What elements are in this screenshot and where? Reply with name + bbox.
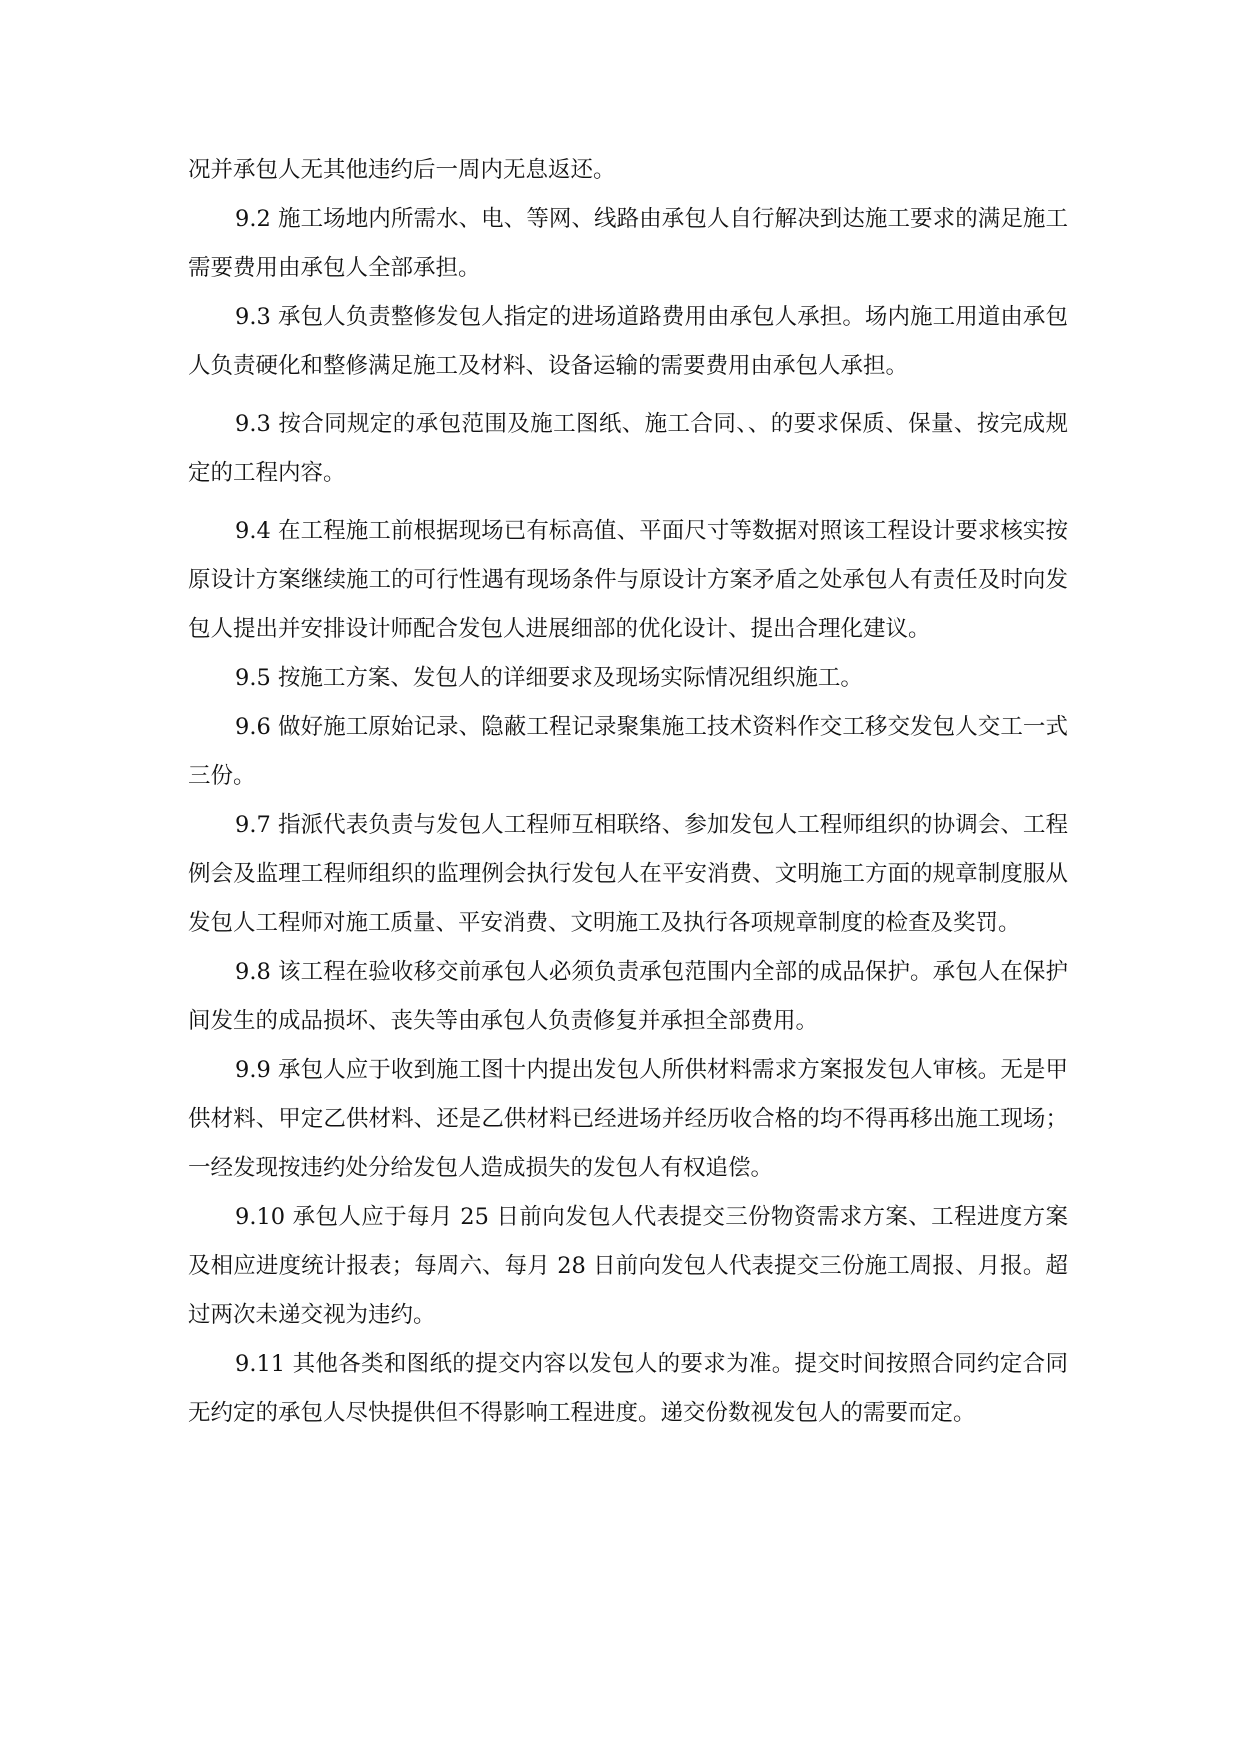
paragraph-9-7: 9.7 指派代表负责与发包人工程师互相联络、参加发包人工程师组织的协调会、工程例会及监理工程师组织的监理例会执行发包人在平安消费、文明施工方面的规章制度服从发包人工程师对施工质量、平安消费、文明施工及执行各项规章制度的检查及奖罚。: [188, 812, 1068, 936]
paragraph-9-4: 9.4 在工程施工前根据现场已有标高值、平面尺寸等数据对照该工程设计要求核实按原设计方案继续施工的可行性遇有现场条件与原设计方案矛盾之处承包人有责任及时向发包人提出并安排设计师配合发包人进展细部的优化设计、提出合理化建议。: [188, 518, 1068, 642]
paragraph-9-3-b: 9.3 按合同规定的承包范围及施工图纸、施工合同、、的要求保质、保量、按完成规定的工程内容。: [188, 411, 1068, 486]
paragraph-9-11: 9.11 其他各类和图纸的提交内容以发包人的要求为准。提交时间按照合同约定合同无约定的承包人尽快提供但不得影响工程进度。递交份数视发包人的需要而定。: [188, 1351, 1068, 1426]
paragraph-continuation: 况并承包人无其他违约后一周内无息返还。: [188, 157, 616, 183]
paragraph-9-6: 9.6 做好施工原始记录、隐蔽工程记录聚集施工技术资料作交工移交发包人交工一式三份。: [188, 714, 1068, 789]
paragraph-9-10: 9.10 承包人应于每月 25 日前向发包人代表提交三份物资需求方案、工程进度方案及相应进度统计报表；每周六、每月 28 日前向发包人代表提交三份施工周报、月报。超过两次未递交视为违约。: [188, 1204, 1068, 1328]
paragraph-9-9: 9.9 承包人应于收到施工图十内提出发包人所供材料需求方案报发包人审核。无是甲供材料、甲定乙供材料、还是乙供材料已经进场并经历收合格的均不得再移出施工现场；一经发现按违约处分给发包人造成损失的发包人有权追偿。: [188, 1057, 1068, 1181]
paragraph-9-5: 9.5 按施工方案、发包人的详细要求及现场实际情况组织施工。: [235, 665, 863, 691]
document-body: [188, 146, 1068, 1438]
paragraph-9-2: 9.2 施工场地内所需水、电、等网、线路由承包人自行解决到达施工要求的满足施工需要费用由承包人全部承担。: [188, 206, 1068, 281]
paragraph-9-3-a: 9.3 承包人负责整修发包人指定的进场道路费用由承包人承担。场内施工用道由承包人负责硬化和整修满足施工及材料、设备运输的需要费用由承包人承担。: [188, 304, 1068, 379]
paragraph-9-8: 9.8 该工程在验收移交前承包人必须负责承包范围内全部的成品保护。承包人在保护间发生的成品损坏、丧失等由承包人负责修复并承担全部费用。: [188, 959, 1068, 1034]
